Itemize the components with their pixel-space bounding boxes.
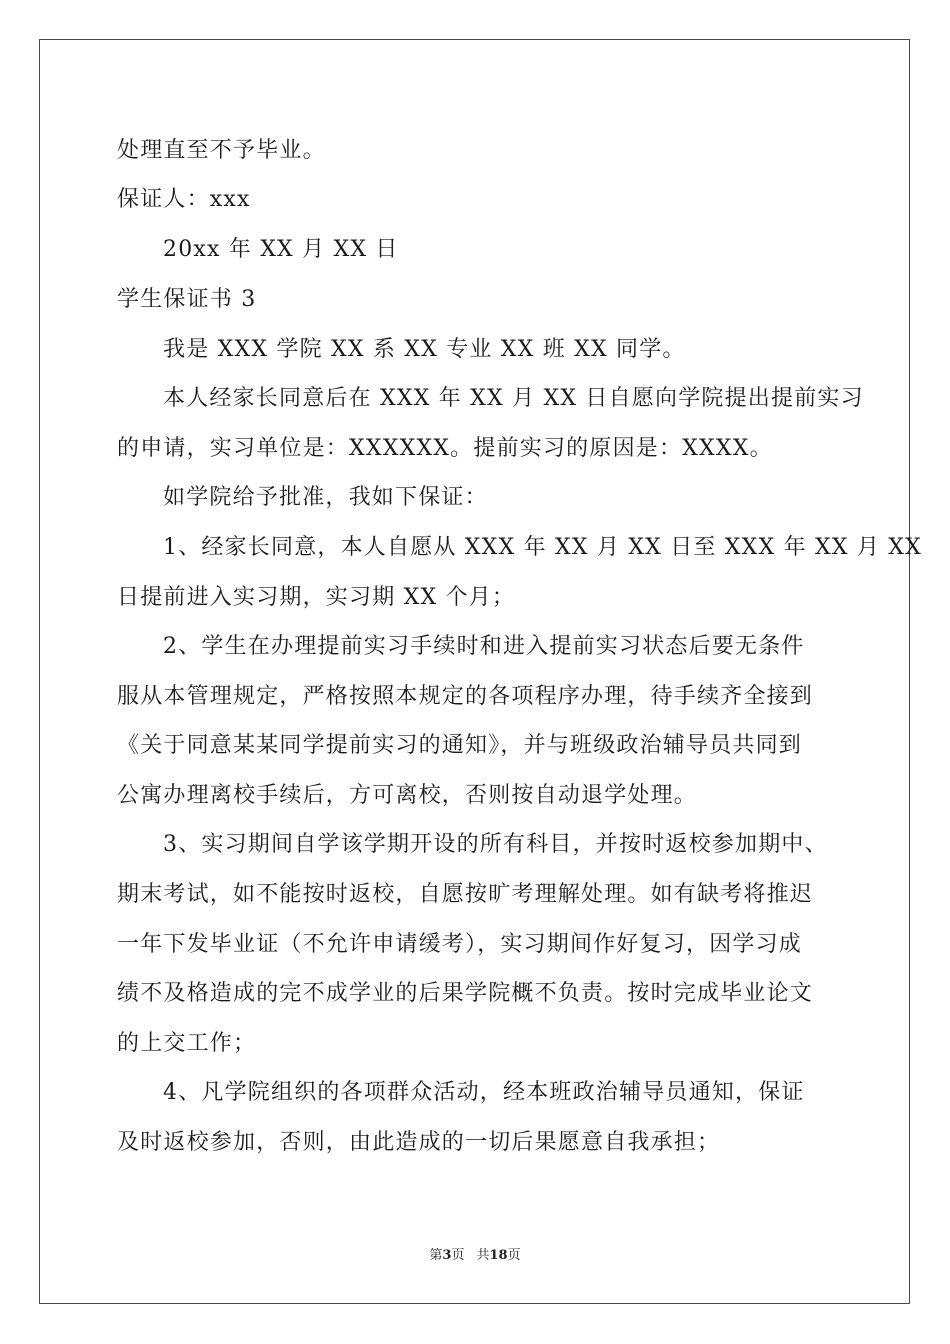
body-line: 我是 XXX 学院 XX 系 XX 专业 XX 班 XX 同学。 [163,337,686,362]
body-line: 一年下发毕业证（不允许申请缓考），实习期间作好复习，因学习成 [117,932,803,957]
body-line: 服从本管理规定，严格按照本规定的各项程序办理，待手续齐全接到 [117,684,814,709]
body-line: 1、经家长同意，本人自愿从 XXX 年 XX 月 XX 日至 XXX 年 XX 月 XX [163,535,922,560]
page-footer [0,1248,950,1264]
page-label-prefix: 第 [429,1248,443,1263]
body-line: 处理直至不予毕业。 [117,138,326,163]
current-page-number: 3 [442,1248,452,1263]
signature-line: 保证人：xxx [117,187,251,212]
page-border [39,39,910,1304]
body-line: 日提前进入实习期，实习期 XX 个月； [117,585,516,610]
body-line: 本人经家长同意后在 XXX 年 XX 月 XX 日自愿向学院提出提前实习 [163,386,864,411]
total-label-suffix: 页 [507,1248,521,1263]
body-line: 的申请，实习单位是：XXXXXX。提前实习的原因是：XXXX。 [117,436,773,461]
body-line: 期末考试，如不能按时返校，自愿按旷考理解处理。如有缺考将推迟 [117,882,814,907]
page-label-suffix: 页 [451,1248,465,1263]
total-pages-number: 18 [489,1248,508,1263]
body-line: 公寓办理离校手续后，方可离校，否则按自动退学处理。 [117,783,698,808]
total-label-prefix: 共 [476,1248,490,1263]
body-line: 3、实习期间自学该学期开设的所有科目，并按时返校参加期中、 [163,832,828,857]
body-line: 绩不及格造成的完不成学业的后果学院概不负责。按时完成毕业论文 [117,981,814,1006]
date-line: 20xx 年 XX 月 XX 日 [163,237,399,262]
body-line: 及时返校参加，否则，由此造成的一切后果愿意自我承担； [117,1130,721,1155]
body-line: 的上交工作； [117,1031,257,1056]
body-line: 如学院给予批准，我如下保证： [163,485,488,510]
body-line: 2、学生在办理提前实习手续时和进入提前实习状态后要无条件 [163,634,805,659]
body-line: 4、凡学院组织的各项群众活动，经本班政治辅导员通知，保证 [163,1080,805,1105]
body-line: 《关于同意某某同学提前实习的通知》，并与班级政治辅导员共同到 [117,733,803,758]
section-title: 学生保证书 3 [117,287,257,312]
